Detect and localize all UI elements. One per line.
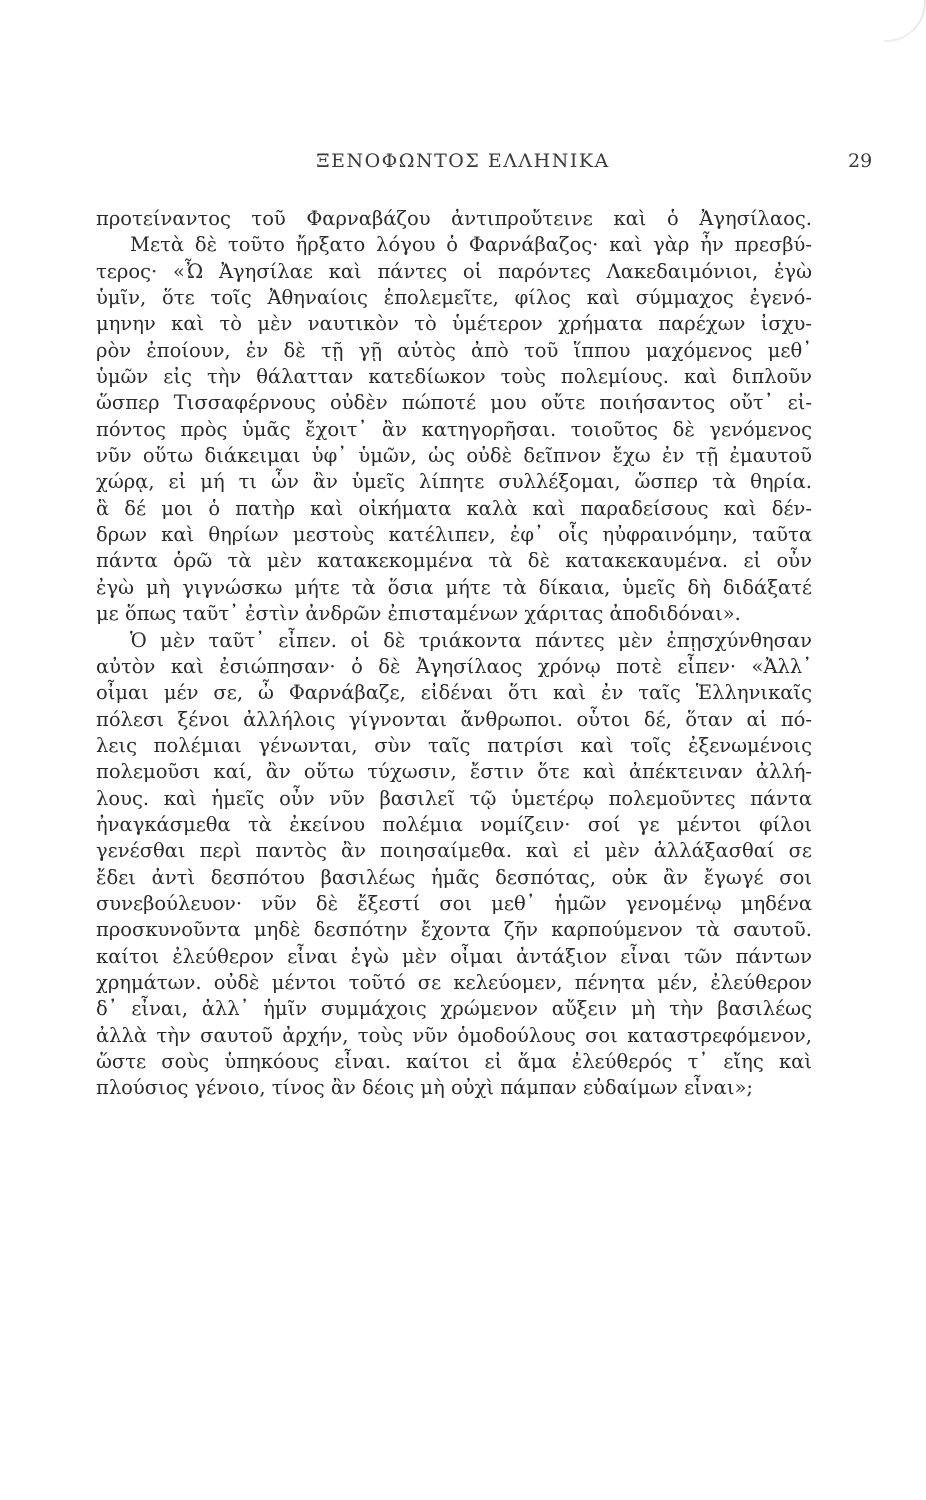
running-title: ΞΕΝΟΦΩΝΤΟΣ ΕΛΛΗΝΙΚΑ <box>316 150 610 172</box>
text-line: προσκυνοῦντα μηδὲ δεσπότην ἔχοντα ζῆν καρπούμενον τὰ σαυτοῦ. <box>96 918 812 942</box>
body-text <box>96 206 812 1102</box>
text-line: τερος· «Ὦ Ἀγησίλαε καὶ πάντες οἱ παρόντες Λακεδαιμόνιοι, ἐγὼ <box>96 259 812 283</box>
page-number: 29 <box>848 150 873 172</box>
text-line: ὑμῖν, ὅτε τοῖς Ἀθηναίοις ἐπολεμεῖτε, φίλος καὶ σύμμαχος ἐγενό- <box>96 286 812 310</box>
text-line: ἃ δέ μοι ὁ πατὴρ καὶ οἰκήματα καλὰ καὶ παραδείσους καὶ δέν- <box>96 496 812 520</box>
text-line: λους. καὶ ἡμεῖς οὖν νῦν βασιλεῖ τῷ ὑμετέρῳ πολεμοῦντες πάντα <box>96 786 812 810</box>
text-line: με ὅπως ταῦτ᾿ ἐστὶν ἀνδρῶν ἐπισταμένων χάριτας ἀποδιδόναι». <box>96 602 741 626</box>
page-header <box>0 150 926 180</box>
text-line: ἠναγκάσμεθα τὰ ἐκείνου πολέμια νομίζειν· σοί γε μέντοι φίλοι <box>96 812 812 836</box>
text-line: αὐτὸν καὶ ἐσιώπησαν· ὁ δὲ Ἀγησίλαος χρόνῳ ποτὲ εἶπεν· «Ἀλλ᾿ <box>96 654 812 678</box>
text-line: Μετὰ δὲ τοῦτο ἤρξατο λόγου ὁ Φαρνάβαζος· καὶ γὰρ ἦν πρεσβύ- <box>130 233 812 257</box>
text-line: δρων καὶ θηρίων μεστοὺς κατέλιπεν, ἐφ᾿ οἷς ηὐφραινόμην, ταῦτα <box>96 523 812 547</box>
text-line: ὥστε σοὺς ὑπηκόους εἶναι. καίτοι εἰ ἅμα ἐλεύθερός τ᾿ εἴης καὶ <box>96 1050 812 1073</box>
text-line: πόλεσι ξένοι ἀλλήλοις γίγνονται ἄνθρωποι. οὗτοι δέ, ὅταν αἱ πό- <box>96 707 812 731</box>
text-line: ἀλλὰ τὴν σαυτοῦ ἀρχήν, τοὺς νῦν ὁμοδούλους σοι καταστρεφόμενον, <box>96 1023 812 1047</box>
text-line: πολεμοῦσι καί, ἂν οὕτω τύχωσιν, ἔστιν ὅτε καὶ ἀπέκτειναν ἀλλή- <box>96 760 812 784</box>
text-line: γενέσθαι περὶ παντὸς ἂν ποιησαίμεθα. καὶ εἰ μὲν ἀλλάξασθαί σε <box>96 839 812 863</box>
text-line: ὥσπερ Τισσαφέρνους οὐδὲν πώποτέ μου οὔτε ποιήσαντος οὔτ᾿ εἰ- <box>96 391 812 415</box>
text-line: οἶμαι μέν σε, ὦ Φαρνάβαζε, εἰδέναι ὅτι καὶ ἐν ταῖς Ἑλληνικαῖς <box>96 681 812 705</box>
text-line: χώρᾳ, εἰ μή τι ὧν ἂν ὑμεῖς λίπητε συλλέξομαι, ὥσπερ τὰ θηρία. <box>96 470 812 494</box>
text-line: ὑμῶν εἰς τὴν θάλατταν κατεδίωκον τοὺς πολεμίους. καὶ διπλοῦν <box>96 365 812 389</box>
text-line: πάντα ὁρῶ τὰ μὲν κατακεκομμένα τὰ δὲ κατακεκαυμένα. εἰ οὖν <box>96 549 812 573</box>
text-line: πλούσιος γένοιο, τίνος ἂν δέοις μὴ οὐχὶ πάμπαν εὐδαίμων εἶναι»; <box>96 1076 753 1100</box>
text-line: ἐγὼ μὴ γιγνώσκω μήτε τὰ ὅσια μήτε τὰ δίκαια, ὑμεῖς δὴ διδάξατέ <box>96 575 812 599</box>
text-line: δ᾿ εἶναι, ἀλλ᾿ ἡμῖν συμμάχοις χρώμενον αὔξειν μὴ τὴν βασιλέως <box>96 997 812 1021</box>
text-line: καίτοι ἐλεύθερον εἶναι ἐγὼ μὲν οἶμαι ἀντάξιον εἶναι τῶν πάντων <box>96 944 812 968</box>
text-line: ἔδει ἀντὶ δεσπότου βασιλέως ἡμᾶς δεσπότας, οὐκ ἂν ἔγωγέ σοι <box>96 865 812 889</box>
text-line: λεις πολέμιαι γένωνται, σὺν ταῖς πατρίσι καὶ τοῖς ἐξενωμένοις <box>96 733 812 757</box>
text-line: μηνην καὶ τὸ μὲν ναυτικὸν τὸ ὑμέτερον χρήματα παρέχων ἰσχυ- <box>96 312 812 336</box>
text-line: Ὁ μὲν ταῦτ᾿ εἶπεν. οἱ δὲ τριάκοντα πάντες μὲν ἐπῃσχύνθησαν <box>130 628 812 652</box>
text-line: χρημάτων. οὐδὲ μέντοι τοῦτό σε κελεύομεν, πένητα μέν, ἐλεύθερον <box>96 970 812 994</box>
text-line: νῦν οὕτω διάκειμαι ὑφ᾿ ὑμῶν, ὡς οὐδὲ δεῖπνον ἔχω ἐν τῇ ἐμαυτοῦ <box>96 444 812 468</box>
page-corner-mark <box>884 0 926 42</box>
text-line: προτείναντος τοῦ Φαρναβάζου ἀντιπροὔτεινε καὶ ὁ Ἀγησίλαος. <box>96 207 812 230</box>
text-line: ρὸν ἐποίουν, ἐν δὲ τῇ γῇ αὐτὸς ἀπὸ τοῦ ἵππου μαχόμενος μεθ᾿ <box>96 338 812 362</box>
text-line: συνεβούλευον· νῦν δὲ ἔξεστί σοι μεθ᾿ ἡμῶν γενομένῳ μηδένα <box>96 891 812 915</box>
text-line: πόντος πρὸς ὑμᾶς ἔχοιτ᾿ ἂν κατηγορῆσαι. τοιοῦτος δὲ γενόμενος <box>96 417 812 441</box>
